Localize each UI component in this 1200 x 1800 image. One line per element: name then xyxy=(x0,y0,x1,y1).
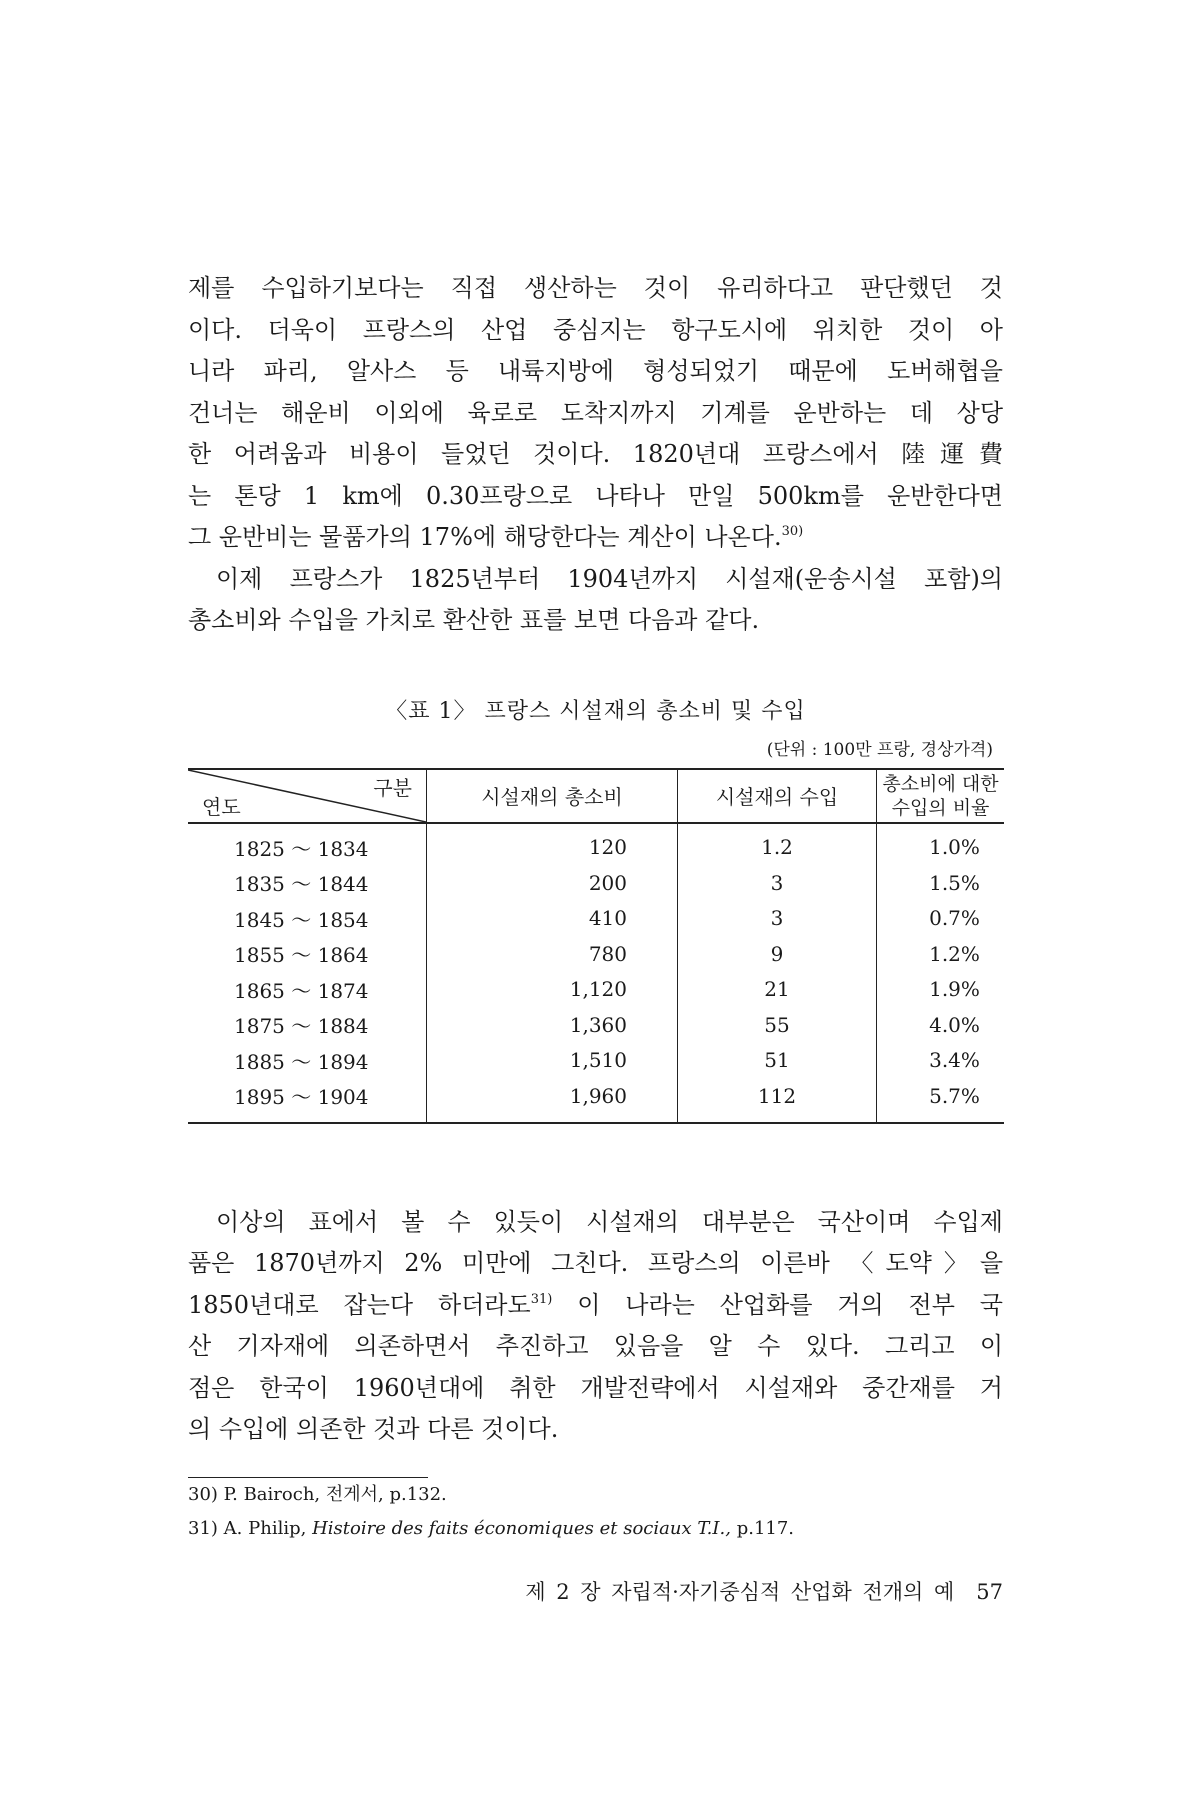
table-row xyxy=(188,1078,1004,1123)
cell-years: 1855 ～ 1864 xyxy=(234,943,369,968)
cell-imports: 1.2 xyxy=(678,823,877,866)
cell-imports: 9 xyxy=(678,936,877,972)
page-number: 57 xyxy=(976,1579,1003,1604)
document-page xyxy=(188,268,1003,1606)
running-footer xyxy=(188,1576,1003,1606)
data-table xyxy=(188,768,1004,1124)
cell-years: 1885 ～ 1894 xyxy=(234,1049,369,1074)
cell-import-ratio: 1.2% xyxy=(877,936,1005,972)
footnote-30 xyxy=(188,1478,1003,1512)
cell-years: 1875 ～ 1884 xyxy=(234,1014,369,1039)
text-line: 의 수입에 의존한 것과 다른 것이다. xyxy=(188,1415,559,1443)
footnote-ref-30: 30) xyxy=(781,524,804,539)
text-line: 이다. 더욱이 프랑스의 산업 중심지는 항구도시에 위치한 것이 아 xyxy=(188,315,1003,344)
cell-imports: 21 xyxy=(678,972,877,1008)
table-unit: (단위 : 100만 프랑, 경상가격) xyxy=(766,739,993,760)
footnotes xyxy=(188,1478,1003,1546)
table-row xyxy=(188,901,1004,937)
corner-header-category: 구분 xyxy=(373,775,412,800)
header-total-consumption: 시설재의 총소비 xyxy=(427,769,678,823)
text-line: 총소비와 수입을 가치로 환산한 표를 보면 다음과 같다. xyxy=(188,606,760,634)
cell-total-consumption: 1,960 xyxy=(427,1078,678,1123)
cell-import-ratio: 1.0% xyxy=(877,823,1005,866)
text-line: 건너는 해운비 이외에 육로로 도착지까지 기계를 운반하는 데 상당 xyxy=(188,398,1003,427)
cell-total-consumption: 200 xyxy=(427,865,678,901)
header-import-ratio-line1: 총소비에 대한 xyxy=(882,772,999,795)
text-line: 이상의 표에서 볼 수 있듯이 시설재의 대부분은 국산이며 수입제 xyxy=(216,1207,1003,1236)
cell-import-ratio: 5.7% xyxy=(877,1078,1005,1123)
text-line-content: 1850년대로 잡는다 하더라도 xyxy=(188,1290,531,1319)
text-line xyxy=(188,517,1003,559)
footnote-number: 31) xyxy=(188,1517,218,1539)
cell-total-consumption: 1,360 xyxy=(427,1007,678,1043)
text-line: 니라 파리, 알사스 등 내륙지방에 형성되었기 때문에 도버해협을 xyxy=(188,357,1003,385)
footnote-text: P. Bairoch, 전게서, p.132. xyxy=(223,1483,447,1505)
table-body xyxy=(188,823,1004,1123)
cell-total-consumption: 1,120 xyxy=(427,972,678,1008)
table-header-row xyxy=(188,769,1004,823)
text-line xyxy=(188,1285,1003,1327)
cell-years: 1845 ～ 1854 xyxy=(234,907,369,932)
cell-years: 1865 ～ 1874 xyxy=(234,978,369,1003)
text-line: 는 톤당 1 km에 0.30프랑으로 나타나 만일 500km를 운반한다면 xyxy=(188,481,1003,510)
paragraph-2 xyxy=(188,559,1003,642)
chapter-title: 제 2 장 자립적·자기중심적 산업화 전개의 예 xyxy=(525,1579,955,1604)
table-row xyxy=(188,865,1004,901)
footnote-author: A. Philip, xyxy=(223,1517,307,1539)
text-line-content: 그 운반비는 물품가의 17%에 해당한다는 계산이 나온다. xyxy=(188,523,782,551)
corner-header-year: 연도 xyxy=(202,794,241,819)
text-line: 산 기자재에 의존하면서 추진하고 있음을 알 수 있다. 그리고 이 xyxy=(188,1332,1003,1360)
footnote-ref-31: 31) xyxy=(530,1291,553,1307)
text-line: 제를 수입하기보다는 직접 생산하는 것이 유리하다고 판단했던 것 xyxy=(188,274,1003,302)
cell-import-ratio: 0.7% xyxy=(877,901,1005,937)
footnote-title: Histoire des faits économiques et sociaux T.I., xyxy=(312,1517,731,1539)
header-import-ratio-line2: 수입의 비율 xyxy=(891,796,990,819)
table-row xyxy=(188,823,1004,866)
cell-imports: 112 xyxy=(678,1078,877,1123)
cell-imports: 3 xyxy=(678,865,877,901)
footnote-31 xyxy=(188,1512,1003,1546)
cell-imports: 55 xyxy=(678,1007,877,1043)
table-row xyxy=(188,1043,1004,1079)
paragraph-1 xyxy=(188,268,1003,559)
table-row xyxy=(188,972,1004,1008)
text-line: 이제 프랑스가 1825년부터 1904년까지 시설재(운송시설 포함)의 xyxy=(216,564,1003,593)
cell-years: 1835 ～ 1844 xyxy=(234,872,369,897)
corner-header-cell xyxy=(188,769,427,823)
header-imports: 시설재의 수입 xyxy=(678,769,877,823)
cell-imports: 51 xyxy=(678,1043,877,1079)
cell-import-ratio: 1.9% xyxy=(877,972,1005,1008)
cell-imports: 3 xyxy=(678,901,877,937)
cell-years: 1895 ～ 1904 xyxy=(188,1078,427,1123)
paragraph-3 xyxy=(188,1202,1003,1451)
cell-total-consumption: 780 xyxy=(427,936,678,972)
text-line: 점은 한국이 1960년대에 취한 개발전략에서 시설재와 중간재를 거 xyxy=(188,1373,1003,1402)
cell-total-consumption: 120 xyxy=(427,823,678,866)
cell-total-consumption: 410 xyxy=(427,901,678,937)
cell-years: 1825 ～ 1834 xyxy=(234,836,369,861)
footnote-number: 30) xyxy=(188,1483,218,1505)
table-caption: 〈표 1〉 프랑스 시설재의 총소비 및 수입 xyxy=(385,698,806,724)
cell-import-ratio: 4.0% xyxy=(877,1007,1005,1043)
footnote-page: p.117. xyxy=(736,1517,795,1539)
text-line-content: 이 나라는 산업화를 거의 전부 국 xyxy=(577,1290,1003,1319)
text-line: 한 어려움과 비용이 들었던 것이다. 1820년대 프랑스에서 陸運費 xyxy=(188,440,1003,468)
header-import-ratio xyxy=(877,769,1005,823)
cell-import-ratio: 3.4% xyxy=(877,1043,1005,1079)
table-row xyxy=(188,936,1004,972)
table-row xyxy=(188,1007,1004,1043)
cell-import-ratio: 1.5% xyxy=(877,865,1005,901)
text-line: 품은 1870년까지 2% 미만에 그친다. 프랑스의 이른바 〈도약〉을 xyxy=(188,1249,1003,1277)
cell-total-consumption: 1,510 xyxy=(427,1043,678,1079)
